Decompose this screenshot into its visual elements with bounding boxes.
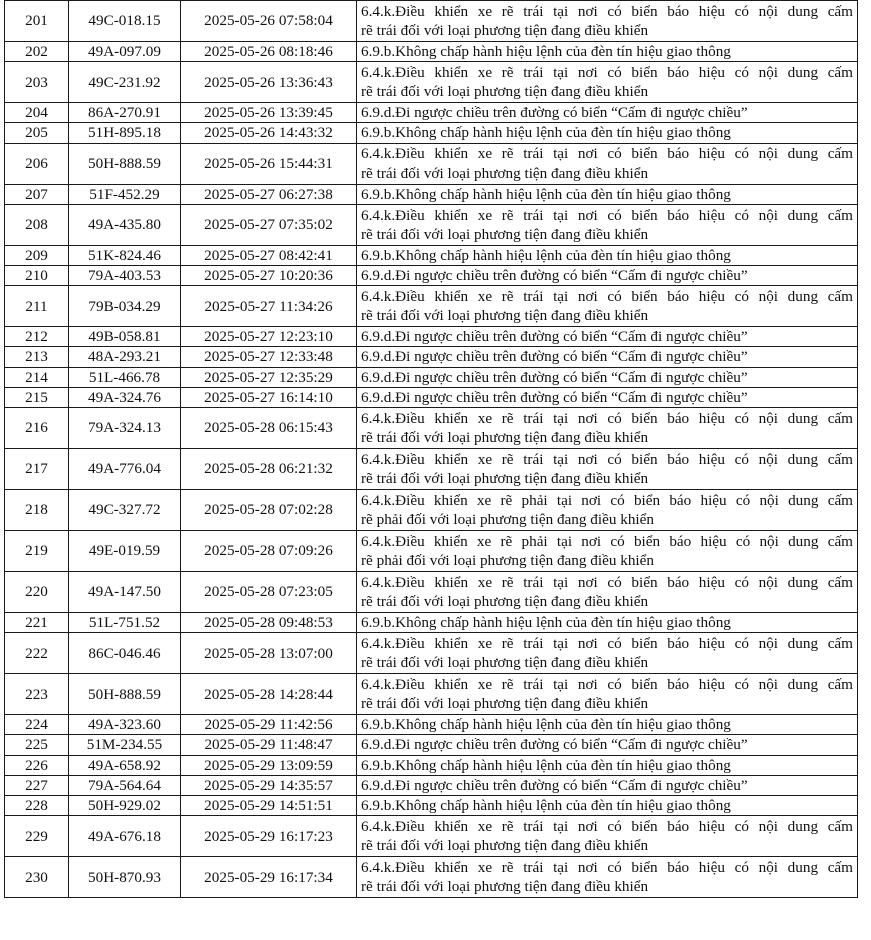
violation-text-line: rẽ trái đối với loại phương tiện đang điều khiển (361, 22, 649, 39)
violation-description (357, 490, 858, 531)
table-row (5, 735, 858, 755)
license-plate: 49B-058.81 (69, 327, 181, 347)
violation-description (357, 266, 858, 286)
row-number: 230 (5, 857, 69, 898)
table-row (5, 775, 858, 795)
row-number: 202 (5, 42, 69, 62)
license-plate: 49E-019.59 (69, 531, 181, 572)
violation-text-line: 6.9.b.Không chấp hành hiệu lệnh của đèn tín hiệu giao thông (361, 716, 731, 734)
violation-description (357, 387, 858, 407)
violation-description (357, 633, 858, 674)
license-plate: 49A-323.60 (69, 715, 181, 735)
violation-time: 2025-05-29 11:48:47 (181, 735, 357, 755)
table-row (5, 755, 858, 775)
table-row (5, 123, 858, 143)
violation-description (357, 286, 858, 327)
table-row (5, 674, 858, 715)
table-row (5, 347, 858, 367)
row-number: 215 (5, 387, 69, 407)
license-plate: 49C-327.72 (69, 490, 181, 531)
violation-text-line: 6.4.k.Điều khiển xe rẽ trái tại nơi có biển báo hiệu có nội dung cấm (361, 64, 853, 81)
violation-text-line: rẽ trái đối với loại phương tiện đang điều khiển (361, 470, 649, 488)
violation-description (357, 674, 858, 715)
row-number: 219 (5, 531, 69, 572)
table-row (5, 1, 858, 42)
violation-text-line: rẽ trái đối với loại phương tiện đang điều khiển (361, 164, 649, 182)
violation-time: 2025-05-27 12:35:29 (181, 367, 357, 387)
license-plate: 50H-870.93 (69, 857, 181, 898)
row-number: 214 (5, 367, 69, 387)
violation-description (357, 613, 858, 633)
license-plate: 51F-452.29 (69, 184, 181, 204)
license-plate: 49A-147.50 (69, 572, 181, 613)
violation-text-line: 6.4.k.Điều khiển xe rẽ trái tại nơi có biển báo hiệu có nội dung cấm (361, 859, 853, 877)
violation-text-line: 6.9.d.Đi ngược chiều trên đường có biển “Cấm đi ngược chiều” (361, 368, 748, 386)
violation-description (357, 408, 858, 449)
row-number: 208 (5, 204, 69, 245)
violation-text-line: 6.9.d.Đi ngược chiều trên đường có biển “Cấm đi ngược chiều” (361, 348, 748, 366)
violation-text-line: 6.4.k.Điều khiển xe rẽ trái tại nơi có biển báo hiệu có nội dung cấm (361, 450, 853, 468)
violation-description (357, 245, 858, 265)
violation-time: 2025-05-28 14:28:44 (181, 674, 357, 715)
row-number: 226 (5, 755, 69, 775)
license-plate: 51L-751.52 (69, 613, 181, 633)
license-plate: 79A-564.64 (69, 775, 181, 795)
violation-description (357, 449, 858, 490)
violation-text-line: 6.4.k.Điều khiển xe rẽ trái tại nơi có biển báo hiệu có nội dung cấm (361, 818, 853, 836)
violations-table-body (5, 1, 858, 898)
license-plate: 49A-658.92 (69, 755, 181, 775)
violation-description (357, 572, 858, 613)
violation-time: 2025-05-26 13:36:43 (181, 62, 357, 103)
violation-description (357, 62, 858, 103)
license-plate: 51K-824.46 (69, 245, 181, 265)
row-number: 216 (5, 408, 69, 449)
violation-description (357, 42, 858, 62)
license-plate: 49A-676.18 (69, 816, 181, 857)
violation-description (357, 857, 858, 898)
table-row (5, 816, 858, 857)
violation-text-line: 6.4.k.Điều khiển xe rẽ trái tại nơi có biển báo hiệu có nội dung cấm (361, 635, 853, 653)
violation-time: 2025-05-26 13:39:45 (181, 103, 357, 123)
row-number: 209 (5, 245, 69, 265)
violation-text-line: rẽ trái đối với loại phương tiện đang điều khiển (361, 429, 649, 447)
license-plate: 79A-403.53 (69, 266, 181, 286)
violation-description (357, 755, 858, 775)
license-plate: 49A-324.76 (69, 387, 181, 407)
violation-text-line: 6.4.k.Điều khiển xe rẽ trái tại nơi có biển báo hiệu có nội dung cấm (361, 573, 853, 591)
table-row (5, 184, 858, 204)
row-number: 228 (5, 796, 69, 816)
violation-time: 2025-05-29 14:51:51 (181, 796, 357, 816)
license-plate: 50H-888.59 (69, 674, 181, 715)
table-row (5, 143, 858, 184)
violation-text-line: 6.9.b.Không chấp hành hiệu lệnh của đèn tín hiệu giao thông (361, 246, 731, 264)
license-plate: 50H-929.02 (69, 796, 181, 816)
violation-text-line: 6.4.k.Điều khiển xe rẽ phải tại nơi có biển báo hiệu có nội dung cấm (361, 532, 853, 550)
license-plate: 50H-888.59 (69, 143, 181, 184)
license-plate: 49A-776.04 (69, 449, 181, 490)
violation-text-line: 6.9.b.Không chấp hành hiệu lệnh của đèn tín hiệu giao thông (361, 614, 731, 632)
violation-time: 2025-05-28 13:07:00 (181, 633, 357, 674)
license-plate: 79B-034.29 (69, 286, 181, 327)
table-row (5, 62, 858, 103)
table-row (5, 266, 858, 286)
violation-description (357, 1, 858, 42)
table-row (5, 796, 858, 816)
violation-text-line: rẽ trái đối với loại phương tiện đang điều khiển (361, 837, 649, 855)
violation-time: 2025-05-27 10:20:36 (181, 266, 357, 286)
table-row (5, 572, 858, 613)
violation-description (357, 204, 858, 245)
violation-description (357, 103, 858, 123)
violation-description (357, 816, 858, 857)
violation-time: 2025-05-27 06:27:38 (181, 184, 357, 204)
violation-time: 2025-05-26 08:18:46 (181, 42, 357, 62)
violation-text-line: 6.4.k.Điều khiển xe rẽ trái tại nơi có biển báo hiệu có nội dung cấm (361, 206, 853, 224)
violation-description (357, 123, 858, 143)
violation-description (357, 347, 858, 367)
table-row (5, 449, 858, 490)
violation-text-line: 6.9.b.Không chấp hành hiệu lệnh của đèn tín hiệu giao thông (361, 185, 731, 203)
violation-text-line: rẽ trái đối với loại phương tiện đang điều khiển (361, 878, 649, 896)
violation-description (357, 327, 858, 347)
violation-text-line: rẽ trái đối với loại phương tiện đang điều khiển (361, 83, 649, 101)
violation-time: 2025-05-28 06:21:32 (181, 449, 357, 490)
row-number: 225 (5, 735, 69, 755)
violation-description (357, 531, 858, 572)
violation-description (357, 715, 858, 735)
violation-time: 2025-05-28 07:09:26 (181, 531, 357, 572)
license-plate: 49A-097.09 (69, 42, 181, 62)
table-row (5, 204, 858, 245)
row-number: 218 (5, 490, 69, 531)
license-plate: 48A-293.21 (69, 347, 181, 367)
row-number: 221 (5, 613, 69, 633)
violation-text-line: 6.4.k.Điều khiển xe rẽ trái tại nơi có biển báo hiệu có nội dung cấm (361, 288, 853, 306)
violation-time: 2025-05-29 11:42:56 (181, 715, 357, 735)
row-number: 207 (5, 184, 69, 204)
violation-description (357, 184, 858, 204)
row-number: 229 (5, 816, 69, 857)
table-row (5, 367, 858, 387)
row-number: 222 (5, 633, 69, 674)
table-row (5, 633, 858, 674)
violation-description (357, 143, 858, 184)
license-plate: 49C-231.92 (69, 62, 181, 103)
violation-text-line: 6.4.k.Điều khiển xe rẽ trái tại nơi có biển báo hiệu có nội dung cấm (361, 145, 853, 163)
table-row (5, 387, 858, 407)
violation-time: 2025-05-28 07:23:05 (181, 572, 357, 613)
violation-time: 2025-05-29 16:17:23 (181, 816, 357, 857)
violation-time: 2025-05-28 09:48:53 (181, 613, 357, 633)
table-row (5, 531, 858, 572)
violation-time: 2025-05-27 16:14:10 (181, 387, 357, 407)
table-row (5, 408, 858, 449)
violation-time: 2025-05-27 11:34:26 (181, 286, 357, 327)
violation-time: 2025-05-26 14:43:32 (181, 123, 357, 143)
table-row (5, 613, 858, 633)
violation-time: 2025-05-28 06:15:43 (181, 408, 357, 449)
violation-text-line: rẽ trái đối với loại phương tiện đang điều khiển (361, 225, 649, 243)
row-number: 211 (5, 286, 69, 327)
table-row (5, 857, 858, 898)
table-row (5, 327, 858, 347)
license-plate: 51L-466.78 (69, 367, 181, 387)
license-plate: 79A-324.13 (69, 408, 181, 449)
violation-time: 2025-05-27 12:33:48 (181, 347, 357, 367)
violation-text-line: 6.4.k.Điều khiển xe rẽ trái tại nơi có biển báo hiệu có nội dung cấm (361, 2, 853, 20)
row-number: 204 (5, 103, 69, 123)
row-number: 223 (5, 674, 69, 715)
violation-time: 2025-05-27 08:42:41 (181, 245, 357, 265)
violation-time: 2025-05-29 13:09:59 (181, 755, 357, 775)
row-number: 220 (5, 572, 69, 613)
violation-text-line: 6.9.b.Không chấp hành hiệu lệnh của đèn tín hiệu giao thông (361, 124, 731, 142)
violation-text-line: 6.4.k.Điều khiển xe rẽ trái tại nơi có biển báo hiệu có nội dung cấm (361, 409, 853, 427)
violation-time: 2025-05-29 16:17:34 (181, 857, 357, 898)
row-number: 205 (5, 123, 69, 143)
table-row (5, 103, 858, 123)
violation-description (357, 367, 858, 387)
violation-text-line: 6.9.b.Không chấp hành hiệu lệnh của đèn tín hiệu giao thông (361, 43, 731, 60)
violation-text-line: 6.9.d.Đi ngược chiều trên đường có biển “Cấm đi ngược chiều” (361, 736, 748, 754)
table-row (5, 42, 858, 62)
violation-text-line: 6.9.b.Không chấp hành hiệu lệnh của đèn tín hiệu giao thông (361, 756, 731, 774)
license-plate: 49C-018.15 (69, 1, 181, 42)
row-number: 210 (5, 266, 69, 286)
table-row (5, 490, 858, 531)
row-number: 201 (5, 1, 69, 42)
violation-time: 2025-05-29 14:35:57 (181, 775, 357, 795)
table-row (5, 245, 858, 265)
license-plate: 51M-234.55 (69, 735, 181, 755)
violation-time: 2025-05-26 15:44:31 (181, 143, 357, 184)
table-row (5, 715, 858, 735)
violation-description (357, 775, 858, 795)
violation-text-line: rẽ phải đối với loại phương tiện đang điều khiển (361, 552, 654, 570)
violation-text-line: 6.9.d.Đi ngược chiều trên đường có biển “Cấm đi ngược chiều” (361, 776, 748, 794)
row-number: 224 (5, 715, 69, 735)
violation-text-line: rẽ trái đối với loại phương tiện đang điều khiển (361, 654, 649, 672)
violation-time: 2025-05-27 07:35:02 (181, 204, 357, 245)
table-row (5, 286, 858, 327)
row-number: 212 (5, 327, 69, 347)
violation-time: 2025-05-26 07:58:04 (181, 1, 357, 42)
violation-text-line: rẽ trái đối với loại phương tiện đang điều khiển (361, 593, 649, 611)
row-number: 227 (5, 775, 69, 795)
violation-text-line: 6.9.d.Đi ngược chiều trên đường có biển “Cấm đi ngược chiều” (361, 267, 748, 285)
violation-text-line: 6.4.k.Điều khiển xe rẽ trái tại nơi có biển báo hiệu có nội dung cấm (361, 676, 853, 694)
violation-text-line: rẽ phải đối với loại phương tiện đang điều khiển (361, 511, 654, 529)
violations-table (4, 0, 858, 898)
violation-text-line: 6.9.d.Đi ngược chiều trên đường có biển “Cấm đi ngược chiều” (361, 328, 748, 346)
violation-text-line: 6.9.b.Không chấp hành hiệu lệnh của đèn tín hiệu giao thông (361, 797, 731, 815)
violation-text-line: 6.4.k.Điều khiển xe rẽ phải tại nơi có biển báo hiệu có nội dung cấm (361, 491, 853, 509)
row-number: 206 (5, 143, 69, 184)
row-number: 203 (5, 62, 69, 103)
violation-text-line: 6.9.d.Đi ngược chiều trên đường có biển “Cấm đi ngược chiều” (361, 388, 748, 406)
violation-text-line: rẽ trái đối với loại phương tiện đang điều khiển (361, 307, 649, 325)
license-plate: 51H-895.18 (69, 123, 181, 143)
row-number: 213 (5, 347, 69, 367)
violation-time: 2025-05-28 07:02:28 (181, 490, 357, 531)
license-plate: 86C-046.46 (69, 633, 181, 674)
violation-time: 2025-05-27 12:23:10 (181, 327, 357, 347)
violation-text-line: rẽ trái đối với loại phương tiện đang điều khiển (361, 695, 649, 713)
license-plate: 49A-435.80 (69, 204, 181, 245)
license-plate: 86A-270.91 (69, 103, 181, 123)
violation-text-line: 6.9.d.Đi ngược chiều trên đường có biển “Cấm đi ngược chiều” (361, 104, 748, 122)
violation-description (357, 796, 858, 816)
row-number: 217 (5, 449, 69, 490)
violation-description (357, 735, 858, 755)
